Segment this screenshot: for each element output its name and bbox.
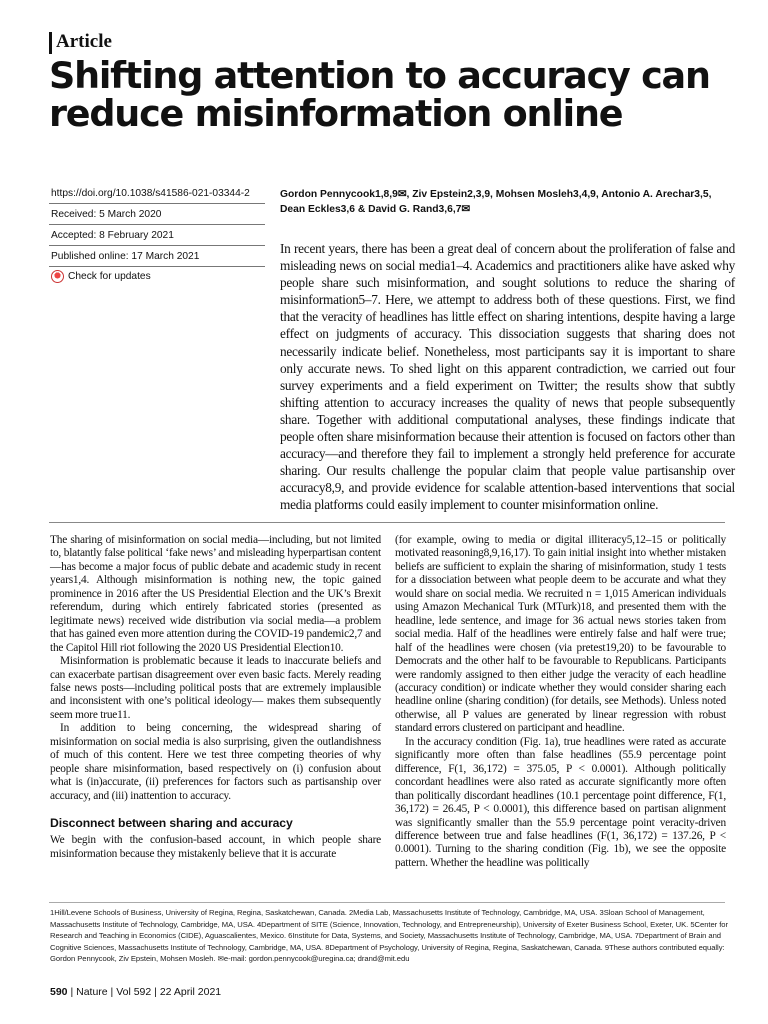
body-paragraph: The sharing of misinformation on social media—including, but not limited to, blatantly false political ‘fake news’ and misleading hyperpartisan content—has become a major focus of public debate and academic study in recent years1,4. Although misinformation is nothing new, the topic gained prominence in 2016 after the US Presidential Election and the UK’s Brexit referendum, during which entirely fabricated stories (presented as legitimate news) received wide distribution via social media—a problem that has gained even more attention during the COVID-19 pandemic2,7 and the Capitol Hill riot following the 2020 US Presidential Election10. xyxy=(50,534,381,654)
page-footer: 590 | Nature | Vol 592 | 22 April 2021 xyxy=(50,986,222,998)
author-list: Gordon Pennycook1,8,9✉, Ziv Epstein2,3,9, Mohsen Mosleh3,4,9, Antonio A. Arechar3,5, Dean Eckles3,6 & David G. Rand3,6,7✉ xyxy=(280,189,712,215)
accepted-date: Accepted: 8 February 2021 xyxy=(51,230,174,241)
check-for-updates-button[interactable] xyxy=(51,270,264,283)
meta-divider xyxy=(49,203,265,204)
affiliations-footnote: 1Hill/Levene Schools of Business, University of Regina, Regina, Saskatchewan, Canada. 2Media Lab, Massachusetts Institute of Technology, Cambridge, MA, USA. 3Sloan School of Management, Massachusetts Institute of Technology, Cambridge, MA, USA. 4Department of SITE (Science, Innovation, Technology, and Entrepreneurship), University of Exeter Business School, Exeter, UK. 5Center for Research and Teaching in Economics (CIDE), Aguascalientes, Mexico. 6Institute for Data, Systems, and Society, Massachusetts Institute of Technology, Cambridge, MA, USA. 7Department of Brain and Cognitive Sciences, Massachusetts Institute of Technology, Cambridge, MA, USA. 8Department of Psychology, University of Regina, Regina, Saskatchewan, Canada. 9These authors contributed equally: Gordon Pennycook, Ziv Epstein, Mohsen Mosleh. ✉e-mail: gordon.pennycook@uregina.ca; drand@mit.edu xyxy=(50,908,729,964)
abstract: In recent years, there has been a great deal of concern about the proliferation of false and misleading news on social media1–4. Academics and practitioners alike have asked why people share such misinformation, and sought solutions to reduce the sharing of misinformation5–7. Here, we attempt to address both of these questions. First, we find that the veracity of headlines has little effect on sharing intentions, despite having a large effect on judgments of accuracy. This dissociation suggests that sharing does not necessarily indicate belief. Nonetheless, most participants say it is important to share only accurate news. To shed light on this apparent contradiction, we carried out four survey experiments and a field experiment on Twitter; the results show that subtly shifting attention to accuracy increases the quality of news that people subsequently share. Together with additional computational analyses, these findings indicate that people often share misinformation because their attention is focused on factors other than accuracy—and therefore they fail to implement a strongly held preference for accurate sharing. Our results challenge the popular claim that people value partisanship over accuracy8,9, and provide evidence for scalable attention-based interventions that social media platforms could easily implement to counter misinformation online. xyxy=(280,241,735,513)
journal-name: Nature xyxy=(76,986,108,998)
doi-link[interactable]: https://doi.org/10.1038/s41586-021-03344-2 xyxy=(51,188,250,199)
issue-date: 22 April 2021 xyxy=(159,986,222,998)
section-heading: Disconnect between sharing and accuracy xyxy=(50,816,293,831)
body-paragraph: We begin with the confusion-based account, in which people share misinformation because they mistakenly believe that it is accurate xyxy=(50,834,381,860)
body-divider xyxy=(49,522,725,523)
article-title: Shifting attention to accuracy can reduce misinformation online xyxy=(49,54,710,135)
body-paragraph: Misinformation is problematic because it leads to inaccurate beliefs and can exacerbate partisan disagreement over even basic facts. Merely reading false news posts—including political posts that are extremely implausible and inconsistent with one’s political ideology— makes them subsequently seem more true11. xyxy=(50,655,381,721)
footnote-divider xyxy=(49,902,725,903)
meta-divider xyxy=(49,224,265,225)
body-paragraph: In the accuracy condition (Fig. 1a), true headlines were rated as accurate significantly more often than false headlines (55.9 percentage point difference, F(1, 36,172) = 375.05, P < 0.0001). Although politically concordant headlines were also rated as accurate significantly more often than politically discordant headlines (10.1 percentage point difference, F(1, 36,172) = 26.45, P < 0.0001), this difference based on partisan alignment was significantly smaller than the 55.9 percentage point veracity-driven difference between true and false headlines (F(1, 36,172) = 137.26, P < 0.0001). Turning to the sharing condition (Fig. 1b), we see the opposite pattern. Whether the headline was politically xyxy=(395,735,726,869)
check-for-updates-label: Check for updates xyxy=(68,271,151,282)
received-date: Received: 5 March 2020 xyxy=(51,209,162,220)
crossmark-icon xyxy=(51,270,64,283)
body-column-right xyxy=(395,534,726,870)
article-type-label: Article xyxy=(56,31,112,52)
published-date: Published online: 17 March 2021 xyxy=(51,251,200,262)
article-type-bar xyxy=(49,32,52,54)
body-column-left xyxy=(50,534,381,861)
meta-divider xyxy=(49,266,265,267)
body-paragraph: In addition to being concerning, the widespread sharing of misinformation on social media is also surprising, given the outlandishness of much of this content. Here we test three competing theories of why people share misinformation, based respectively on (i) confusion about what is (in)accurate, (ii) preferences for factors such as partisanship over accuracy, and (iii) inattention to accuracy. xyxy=(50,722,381,802)
meta-divider xyxy=(49,245,265,246)
journal-volume: Vol 592 xyxy=(116,986,152,998)
body-paragraph: (for example, owing to media or digital illiteracy5,12–15 or politically motivated reasoning8,9,16,17). To gain initial insight into whether mistaken beliefs are sufficient to explain the sharing of misinformation, study 1 tests for a dissociation between what people deem to be accurate and what they would share on social media. We recruited n = 1,015 American individuals using Amazon Mechanical Turk (MTurk)18, and presented them with the headline, lede sentence, and image for 36 actual news stories taken from social media. Half of the headlines were entirely false and half were true; half of the headlines were chosen (via pretest19,20) to be favourable to Democrats and the other half to be favourable to Republicans. Participants were randomly assigned to then either judge the veracity of each headline (accuracy condition) or indicate whether they would consider sharing each headline online (sharing condition) (for details, see Methods). Unless noted otherwise, all P values are generated by linear regression with robust standard errors clustered on participant and headline. xyxy=(395,534,726,735)
page-number: 590 xyxy=(50,986,68,998)
